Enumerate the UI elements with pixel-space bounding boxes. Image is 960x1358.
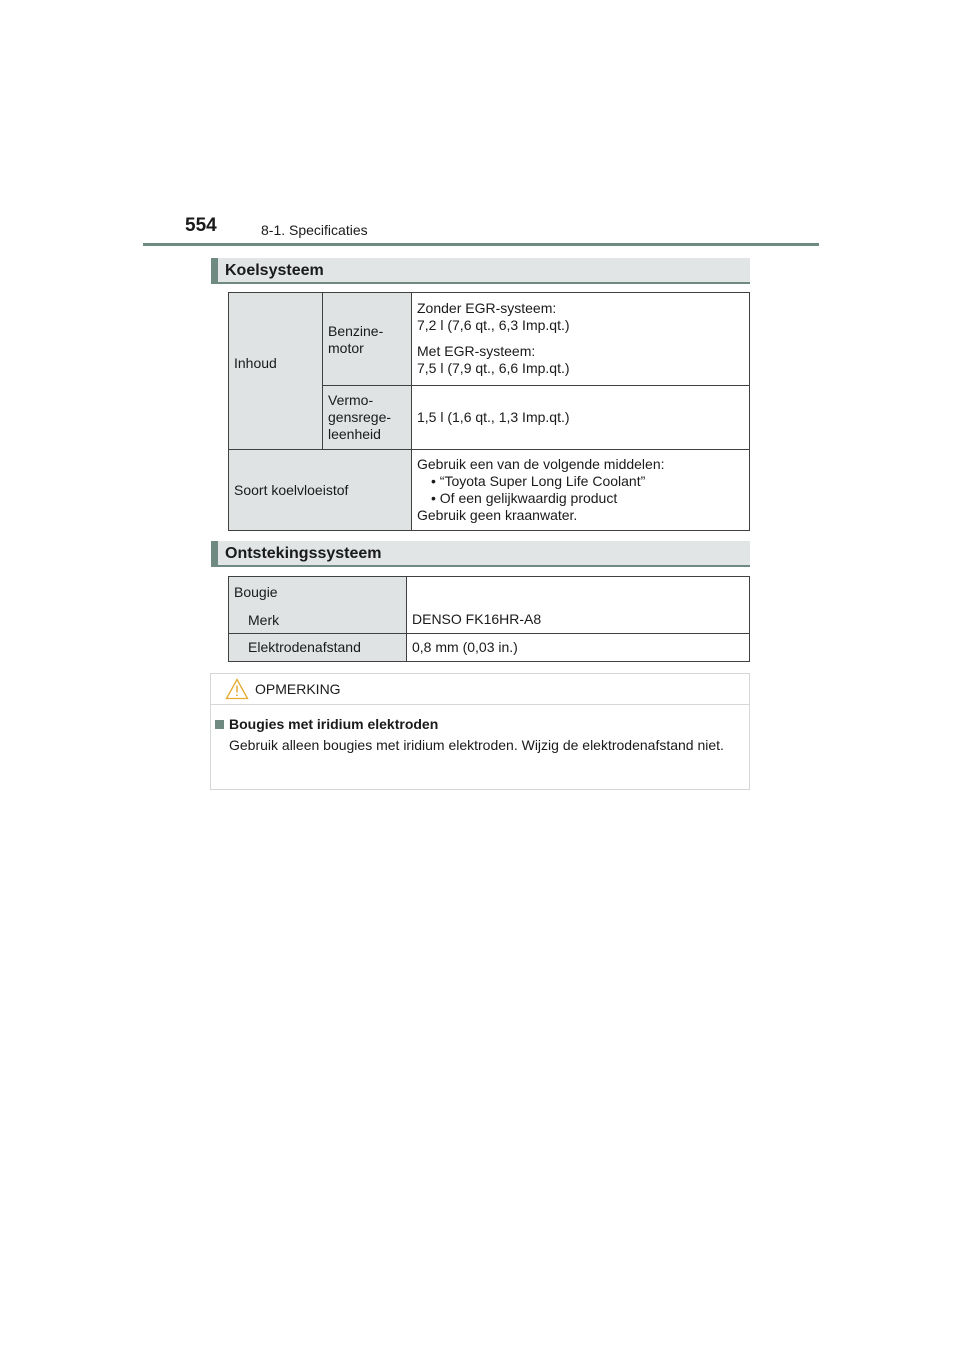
coolant-type-value [412, 450, 750, 531]
petrol-engine-label [323, 293, 412, 386]
coolant-type-label [229, 450, 412, 531]
electrode-gap-value [407, 634, 750, 662]
capacity-label-text: Inhoud [234, 355, 277, 371]
control-label-line: Vermo- [328, 392, 374, 408]
cooling-section-heading: Koelsysteem [211, 258, 750, 284]
table-row [229, 293, 750, 386]
with-egr-heading: Met EGR-systeem: [417, 343, 536, 359]
page-number: 554 [185, 215, 217, 236]
petrol-label-line: motor [328, 340, 364, 356]
control-value-text: 1,5 l (1,6 qt., 1,3 Imp.qt.) [417, 409, 570, 425]
notice-header [211, 674, 749, 705]
control-label-line: gensrege- [328, 409, 392, 425]
without-egr-value: 7,2 l (7,6 qt., 6,3 Imp.qt.) [417, 317, 570, 333]
electrode-gap-label-text: Elektrodenafstand [248, 639, 361, 655]
power-control-unit-value [412, 386, 750, 450]
without-egr-heading: Zonder EGR-systeem: [417, 300, 557, 316]
notice-title: OPMERKING [255, 681, 341, 697]
petrol-engine-value [412, 293, 750, 386]
capacity-label [229, 293, 323, 450]
cooling-spec-table [228, 292, 750, 531]
coolant-note: Gebruik geen kraanwater. [417, 507, 578, 523]
table-row [229, 634, 750, 662]
control-label-line: leenheid [328, 426, 381, 442]
brand-label: Merk [248, 612, 280, 628]
table-row [229, 577, 750, 634]
section-reference: 8-1. Specificaties [261, 222, 368, 238]
coolant-intro: Gebruik een van de volgende middelen: [417, 456, 665, 472]
spark-plug-heading: Bougie [234, 584, 278, 600]
power-control-unit-label [323, 386, 412, 450]
table-row [229, 450, 750, 531]
warning-triangle-icon [225, 678, 249, 705]
coolant-option: • “Toyota Super Long Life Coolant” [431, 473, 646, 489]
petrol-label-line: Benzine- [328, 323, 384, 339]
header-rule [143, 243, 819, 246]
notice-item-text: Gebruik alleen bougies met iridium elektroden. Wijzig de elektrodenafstand niet. [229, 737, 724, 753]
ignition-section-heading: Ontstekingssysteem [211, 541, 750, 567]
coolant-type-label-text: Soort koelvloeistof [234, 481, 349, 498]
electrode-gap-value-text: 0,8 mm (0,03 in.) [412, 639, 518, 655]
notice-box [210, 673, 750, 790]
square-bullet-icon [215, 720, 224, 729]
brand-value-text: DENSO FK16HR-A8 [412, 611, 542, 627]
notice-item-title [215, 716, 438, 732]
spark-plug-label [229, 577, 407, 634]
ignition-spec-table [228, 576, 750, 662]
with-egr-value: 7,5 l (7,9 qt., 6,6 Imp.qt.) [417, 360, 570, 376]
brand-value [407, 577, 750, 634]
notice-item-title-text: Bougies met iridium elektroden [229, 716, 439, 732]
coolant-option: • Of een gelijkwaardig product [431, 490, 618, 506]
electrode-gap-label [229, 634, 407, 662]
